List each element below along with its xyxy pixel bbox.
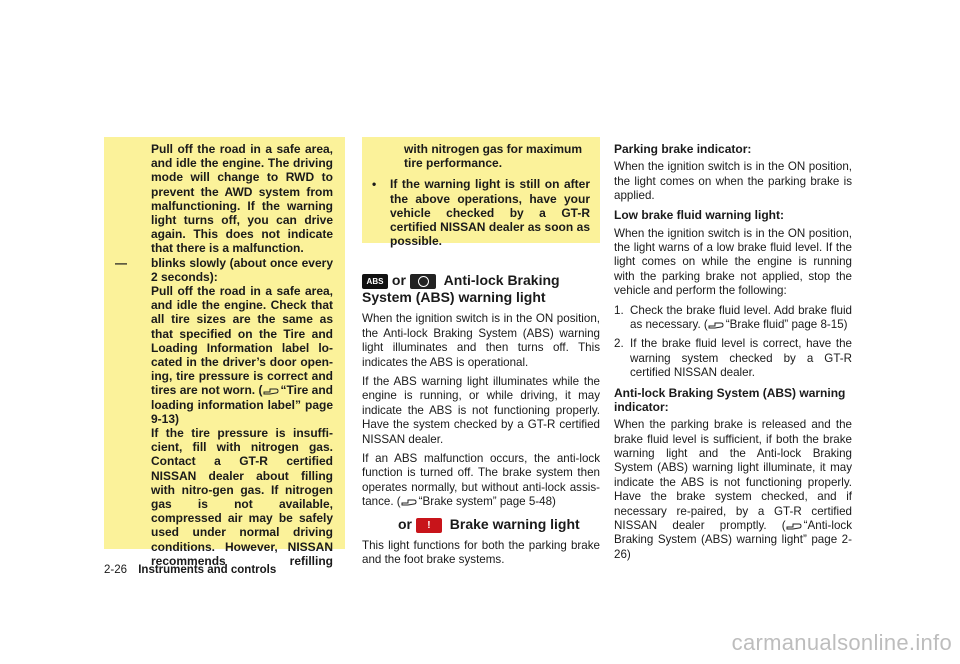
item1-text-a: Check the brake fluid level. Add brake fluid as necessary. ( xyxy=(630,303,852,332)
brake-heading-text: Brake warning light xyxy=(449,515,580,532)
bullet-marker: • xyxy=(372,177,377,192)
page-number: 2-26 xyxy=(104,564,128,576)
low-fluid-heading: Low brake fluid warning light: xyxy=(614,208,784,223)
low-fluid-text: When the ignition switch is in the ON position, the light warns of a low brake fluid level. If the light comes on while the engine is running with the parking brake not applied, stop the vehicle and perform the following: xyxy=(614,226,852,298)
abs-paragraph-3 xyxy=(362,452,600,510)
blink-body-1: Pull off the road in a safe area, and idle the engine. Check that all tire sizes are the same as that specified on the Tire and Loading Information label lo-cated in the driver’s door open-ing, tire pressure is correct and tires are not worn. ( xyxy=(151,284,333,398)
list-number: 1. xyxy=(614,303,624,317)
brake-warning-icon xyxy=(416,518,442,533)
abs-paragraph-3b: “Brake system” page 5-48) xyxy=(418,495,556,509)
abs-paragraph-2: If the ABS warning light illuminates while the engine is running, or while driving, it may indicate the ABS is not functioning properly. Have the system checked by a GT-R certified NISSAN dealer. xyxy=(362,375,600,446)
section-title: Instruments and controls xyxy=(138,564,277,576)
abs-paragraph-3a: If an ABS malfunction occurs, the anti-lock function is turned off. The brake system then operates normally, but without anti-lock assis-tance. ( xyxy=(362,452,600,509)
abs-heading-line2: System (ABS) warning light xyxy=(362,289,546,306)
left-column xyxy=(115,142,333,568)
bullet-text: If the warning light is still on after the above operations, have your vehicle checked by a GT-R certified NISSAN dealer as soon as possible. xyxy=(390,177,590,249)
abs-indicator-text-b: “Anti-lock Braking System (ABS) warning light” page 2-26) xyxy=(614,518,852,561)
reference-hand-icon xyxy=(786,521,804,531)
list-item-1 xyxy=(614,304,852,333)
middle-column xyxy=(362,142,600,573)
right-column xyxy=(614,142,852,567)
cont-text: with nitrogen gas for maximum tire performance. xyxy=(404,142,583,171)
blink-heading: blinks slowly (about once every 2 seconds): xyxy=(151,255,333,284)
abs-circle-icon xyxy=(410,274,436,289)
blink-item xyxy=(115,256,333,568)
brake-paragraph: This light functions for both the parking brake and the foot brake systems. xyxy=(362,538,600,567)
blink-body xyxy=(151,284,333,426)
item1-text-b: “Brake fluid” page 8-15) xyxy=(725,318,848,332)
or-text-2: or xyxy=(398,515,412,532)
reference-hand-icon xyxy=(401,497,419,507)
parking-brake-heading: Parking brake indicator: xyxy=(614,142,752,156)
bullet-item xyxy=(362,177,600,248)
page-footer xyxy=(104,564,276,576)
list-number: 2. xyxy=(614,337,624,351)
intro-text: Pull off the road in a safe area, and idle the engine. The driving mode will change to RWD to prevent the AWD system from malfunctioning. If the warning light turns off, you can drive again. This does not indicate that there is a malfunction. xyxy=(151,142,333,256)
parking-brake-text: When the ignition switch is in the ON position, the light comes on when the parking brake is applied. xyxy=(614,160,852,203)
abs-indicator-text-a: When the parking brake is released and the brake fluid level is sufficient, if both the brake warning light and the Anti-lock Braking System (ABS) warning light illuminate, it may indicate the ABS is not functioning properly. Have the brake system checked, and if necessary re-paired, by a GT-R certified NISSAN dealer promptly. ( xyxy=(614,418,852,532)
item2-text: If the brake fluid level is correct, have the warning system checked by a GT-R certified NISSAN dealer. xyxy=(630,337,852,380)
list-item-2 xyxy=(614,337,852,380)
dash-marker: — xyxy=(115,255,127,270)
blink-body-2: If the tire pressure is insuffi-cient, fill with nitrogen gas. Contact a GT-R certified NISSAN dealer about filling with nitro-gen gas. If nitrogen gas is not available, compressed air may be safely used under normal driving conditions. However, NISSAN recommends refilling xyxy=(151,426,333,568)
or-text-1: or xyxy=(391,272,406,289)
watermark: carmanualsonline.info xyxy=(731,630,952,655)
abs-warning-icon: ABS xyxy=(362,274,388,289)
brake-heading xyxy=(362,516,600,533)
reference-hand-icon xyxy=(263,386,281,396)
abs-indicator-text xyxy=(614,418,852,562)
abs-paragraph-1: When the ignition switch is in the ON position, the Anti-lock Braking System (ABS) warning light illuminates and then turns off. This indicates the ABS is operational. xyxy=(362,312,600,369)
abs-heading-line1: Anti-lock Braking xyxy=(443,272,560,289)
reference-hand-icon xyxy=(708,320,726,330)
blink-ref: “Tire and loading information label” page 9-13) xyxy=(151,383,333,426)
abs-heading xyxy=(362,272,600,306)
abs-indicator-heading: Anti-lock Braking System (ABS) warning indicator: xyxy=(614,385,846,414)
